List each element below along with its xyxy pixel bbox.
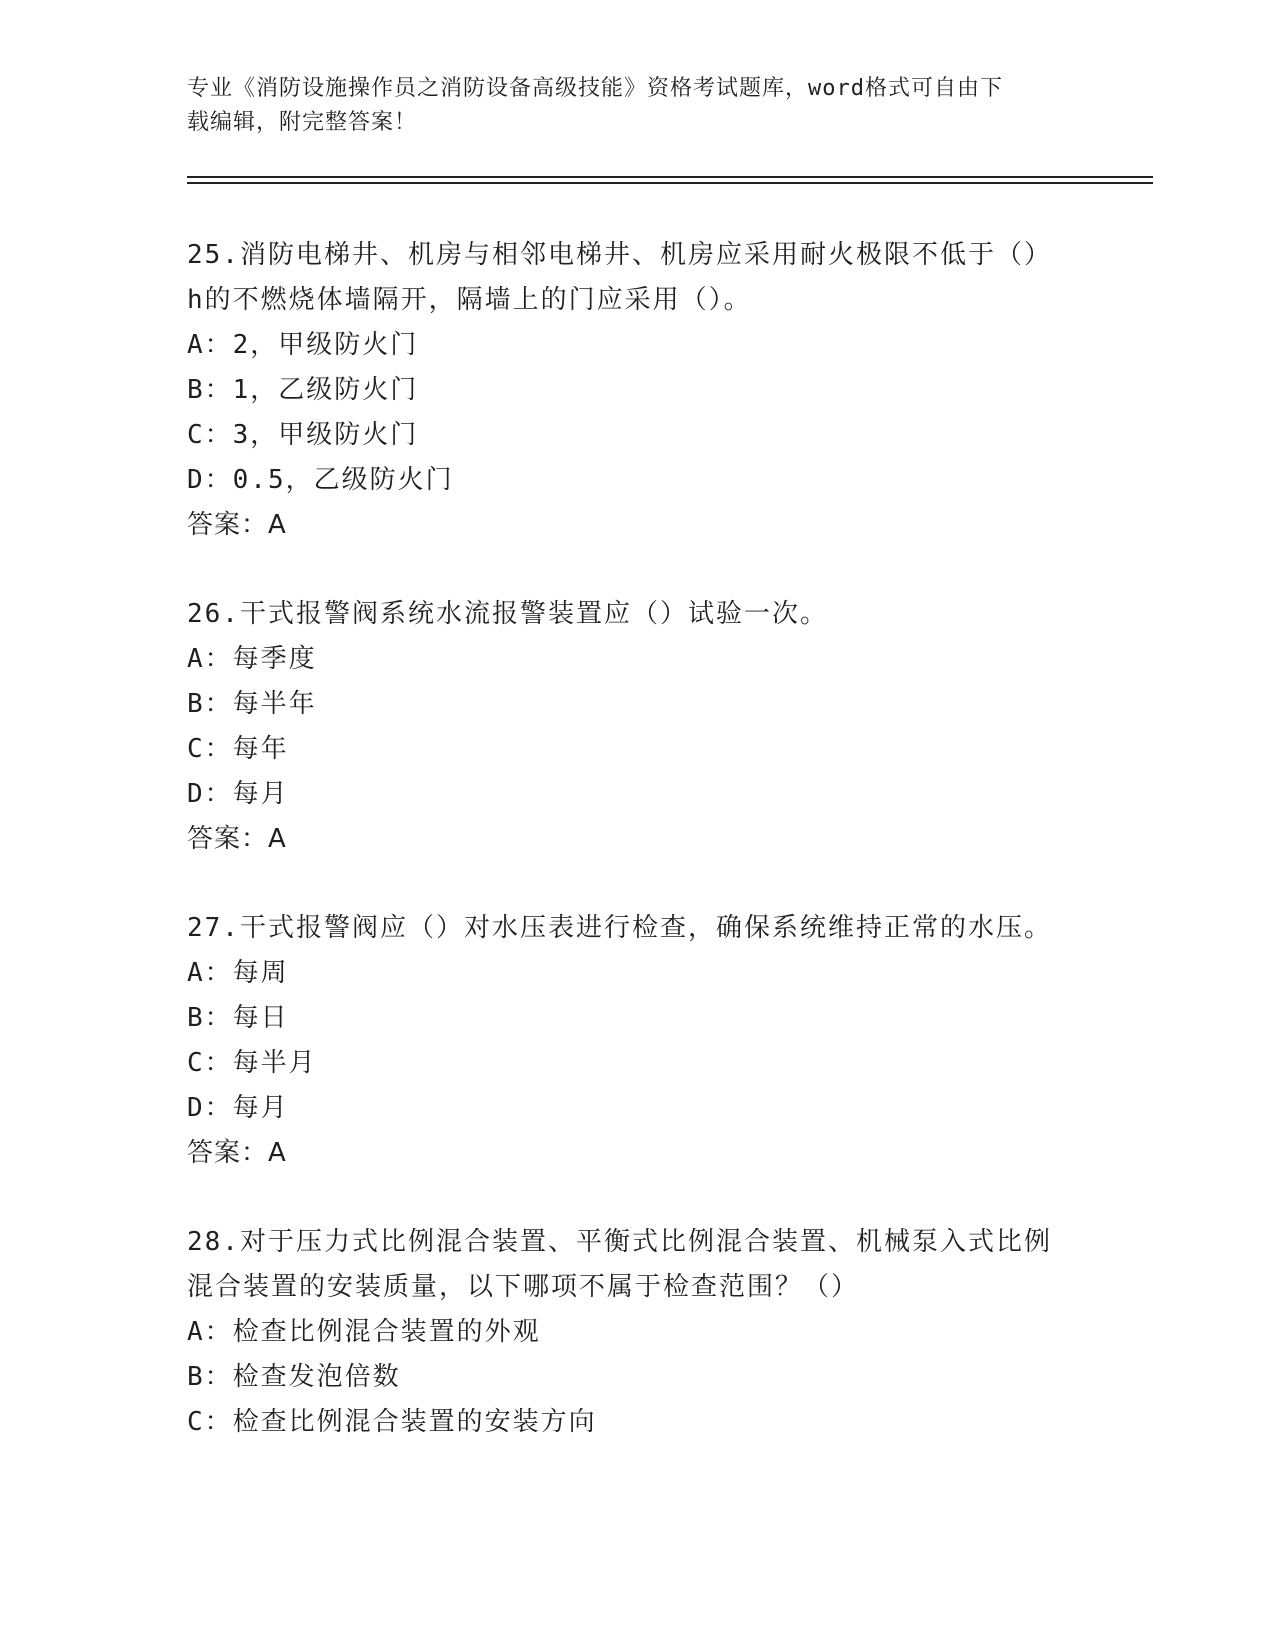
question-stem: 26.干式报警阀系统水流报警装置应（）试验一次。 — [187, 599, 828, 629]
question-list — [187, 233, 1107, 1489]
answer: 答案：A — [187, 1138, 287, 1168]
option-c: C：检查比例混合装置的安装方向 — [187, 1407, 597, 1437]
question-stem: 27.干式报警阀应（）对水压表进行检查，确保系统维持正常的水压。 — [187, 913, 1052, 943]
header-line-1: 专业《消防设施操作员之消防设备高级技能》资格考试题库，word格式可自由下 — [187, 76, 1003, 101]
option-b: B：每半年 — [187, 689, 317, 719]
option-a: A：检查比例混合装置的外观 — [187, 1317, 541, 1347]
question-27 — [187, 906, 1107, 1176]
option-b: B：检查发泡倍数 — [187, 1362, 401, 1392]
option-c: C：3，甲级防火门 — [187, 420, 419, 450]
option-c: C：每年 — [187, 734, 289, 764]
question-28 — [187, 1220, 1107, 1445]
option-d: D：每月 — [187, 779, 289, 809]
question-stem-continued: h的不燃烧体墙隔开，隔墙上的门应采用（）。 — [187, 285, 752, 315]
option-a: A：2，甲级防火门 — [187, 330, 419, 360]
question-stem: 25.消防电梯井、机房与相邻电梯井、机房应采用耐火极限不低于（） — [187, 240, 1052, 270]
document-header — [187, 72, 1067, 140]
question-stem-continued: 混合装置的安装质量，以下哪项不属于检查范围？（） — [187, 1272, 860, 1302]
option-d: D：每月 — [187, 1093, 289, 1123]
option-c: C：每半月 — [187, 1048, 317, 1078]
question-stem: 28.对于压力式比例混合装置、平衡式比例混合装置、机械泵入式比例 — [187, 1227, 1052, 1257]
option-b: B：每日 — [187, 1003, 289, 1033]
answer: 答案：A — [187, 824, 287, 854]
option-d: D：0.5，乙级防火门 — [187, 465, 454, 495]
answer: 答案：A — [187, 510, 287, 540]
question-26 — [187, 592, 1107, 862]
header-line-2: 载编辑，附完整答案！ — [187, 110, 418, 135]
option-a: A：每季度 — [187, 644, 317, 674]
header-divider-top — [187, 176, 1153, 178]
question-25 — [187, 233, 1107, 548]
option-b: B：1，乙级防火门 — [187, 375, 419, 405]
header-divider-bottom — [187, 182, 1153, 184]
option-a: A：每周 — [187, 958, 289, 988]
